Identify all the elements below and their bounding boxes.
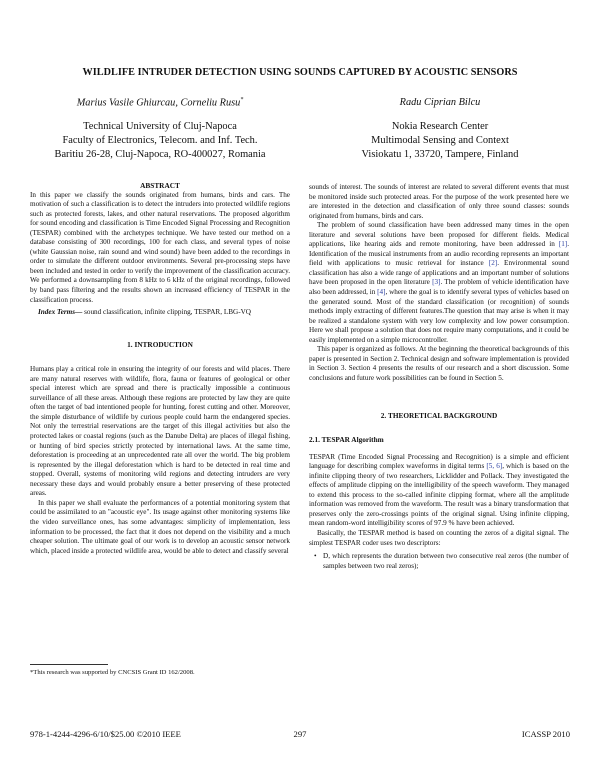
index-terms-label: Index Terms— xyxy=(38,308,83,317)
affiliation-line: Baritiu 26-28, Cluj-Napoca, RO-400027, Romania xyxy=(54,149,266,160)
page-number: 297 xyxy=(293,729,307,739)
right-paragraph-1: sounds of interest. The sounds of interest are related to several different events that must be monitored inside such protected areas. For the purpose of the work presented here we are interested in the detection and classification of only three sound classes: sounds originated from humans, birds and cars. xyxy=(309,183,569,220)
text-run: The problem of sound classification have been addressed many times in the open literature and several solutions have been proposed for different fields. Medical applications, like hearing aids and remote monitoring, have been addressed in xyxy=(309,221,569,249)
descriptor-list xyxy=(309,552,569,571)
index-terms-text: sound classification, infinite clipping, TESPAR, LBG-VQ xyxy=(82,308,251,317)
text-run: . The problem of vehicle identification have also been addressed, in xyxy=(309,278,569,297)
citation-link[interactable]: [4] xyxy=(377,288,386,297)
text-run: . Environmental sound classification has also a wide range of applications and an important number of solutions have been proposed in the open literature xyxy=(309,259,570,287)
text-run: , which is based on the infinite clipping theory of two researchers, Licklidder and Pollack. They investigated the effects of amplitude clipping on the intelligibility of the speech waveform. They managed to extend this process to the so-called infinite clipping format, where all the amplitude information was removed from the waveform. The result was a binary transformation that preserves only the zero-crossings points of the original signal. Using infinite clipping, mean random-word intelligibility scores of 97.9 % have been achieved. xyxy=(309,462,569,528)
right-column xyxy=(309,183,569,571)
index-terms xyxy=(30,308,290,318)
footer-conference: ICASSP 2010 xyxy=(521,729,570,739)
authors-right: Radu Ciprian Bilcu xyxy=(399,97,481,108)
author-footnote-mark: * xyxy=(240,97,244,103)
affiliation-line: Nokia Research Center xyxy=(391,121,489,132)
right-paragraph-3: This paper is organized as follows. At the beginning the theoretical backgrounds of this paper is presented in Section 2. Technical design and software implementation is provided in Section 3. Section 4 presents the results of our research and a short discussion. Some conclusions and future work possibilities can be found in Section 5. xyxy=(309,345,569,382)
affiliation-line: Visiokatu 1, 33720, Tampere, Finland xyxy=(361,149,519,160)
intro-paragraph-1: Humans play a critical role in ensuring the integrity of our forests and wild places. There are many natural reserves with wildlife, flora, fauna or features of geological or other special interest which are spread and there is practically impossible a continuous surveillance of all these areas. Although these regions are protected by law they are quite often the target of bad intentioned people for hunting, forest cutting and other. Moreover, the simple disturbance of wildlife by curious people could harm the endangered species. Not only the terrestrial reservations are the target of this illegal activities but also the protected lakes or coastal regions (such as the Danube Delta) are places of illegal fishing, or hunting of bird species strictly protected by international laws. At the same time, deforestation is proceeding at an unprecedented rate all over the world. The big problem is represented by the illegal deforestation which is hard to be detected in real time and stopped. Overall, systems of monitoring wild regions and detecting intruders are very necessary these days and would probably ensure a better preserving of these protected areas. xyxy=(30,365,290,498)
footnote-rule xyxy=(30,664,108,665)
subsection-heading-tespar: 2.1. TESPAR Algorithm xyxy=(309,435,384,445)
list-item-text: D, which represents the duration between two consecutive real zeros (the number of samples between two real zeros); xyxy=(323,552,569,570)
authors-left xyxy=(30,97,290,108)
intro-paragraph-2: In this paper we shall evaluate the performances of a potential monitoring system that could be assimilated to an "acoustic eye". Its usage against other monitoring systems like the video surveillance ones, has some advantages: simplicity of implementation, less information to be processed, the fact that it does not depend on the visibility and a much cheaper solution. The ultimate goal of our work is to develop an acoustic sensor network which, placed inside a protected wildlife area, would be able to detect and classify several xyxy=(30,498,290,555)
list-item xyxy=(309,552,569,571)
affiliation-line: Faculty of Electronics, Telecom. and Inf. Tech. xyxy=(62,135,258,146)
bullet-icon: • xyxy=(314,552,317,561)
citation-link[interactable]: [3] xyxy=(432,278,441,287)
tespar-paragraph-2: Basically, the TESPAR method is based on counting the zeros of a digital signal. The simplest TESPAR coder uses two descriptors: xyxy=(309,528,569,547)
tespar-paragraph-1 xyxy=(309,453,569,529)
section-heading-theoretical-background: 2. THEORETICAL BACKGROUND xyxy=(380,411,498,421)
citation-link[interactable]: [5, 6] xyxy=(486,462,503,471)
affiliation-line: Multimodal Sensing and Context xyxy=(371,135,509,146)
affiliation-right xyxy=(310,120,570,162)
footer-isbn: 978-1-4244-4296-6/10/$25.00 ©2010 IEEE xyxy=(30,729,181,739)
abstract-heading: ABSTRACT xyxy=(140,181,180,190)
text-run: . Identification of the musical instruments from an audio recording represents an important field with applications to music retrieval for instance xyxy=(309,240,569,268)
footnote: *This research was supported by CNCSIS Grant ID 162/2008. xyxy=(30,669,195,676)
paper-title: WILDLIFE INTRUDER DETECTION USING SOUNDS CAPTURED BY ACOUSTIC SENSORS xyxy=(82,67,518,78)
authors-left-names: Marius Vasile Ghiurcau, Corneliu Rusu xyxy=(76,97,241,109)
citation-link[interactable]: [1] xyxy=(558,240,568,249)
section-heading-introduction: 1. INTRODUCTION xyxy=(127,339,193,349)
citation-link[interactable]: [2] xyxy=(488,259,498,268)
left-column xyxy=(30,181,290,556)
affiliation-line: Technical University of Cluj-Napoca xyxy=(83,121,237,132)
right-paragraph-2 xyxy=(309,221,569,345)
text-run: TESPAR (Time Encoded Signal Processing and Recognition) is a simple and efficient language for describing complex waveforms in digital terms xyxy=(309,452,569,471)
text-run: , where the goal is to identify several types of vehicles based on the generated sound. Most of the standard classification (or recognition) of sounds methods imply extracting of different features.The question that may arise is when it may be realized a standalone system with very low complexity and low power consumption. Here we shall propose a solution that does not require many computations, and it could be easily implemented on a simple microcontroller. xyxy=(309,288,569,344)
affiliation-left xyxy=(30,120,290,162)
abstract-text: In this paper we classify the sounds originated from humans, birds and cars. The motivation of such a classification is to detect the intruders into protected wildlife regions such as protected forests, lakes, and other natural reservations. The proposed algorithm for sound encoding and classification is Time Encoded Signal Processing and Recognition (TESPAR) combined with the archetypes technique. We have tested our method on a database consisting of 300 recordings, 100 for each class, and several types of noise (white Gaussian noise, rain sound and wind sound) have been added to the recordings in order to simulate the different outdoor environments. Several pre-processing steps have been included and tested in order to verify the improvement of the classification accuracy. We performed a downsampling from 8 kHz to 6 kHz of the original recordings, followed by band pass filtering and the results shown an increased efficiency of TESPAR in the classification process. xyxy=(30,190,290,304)
